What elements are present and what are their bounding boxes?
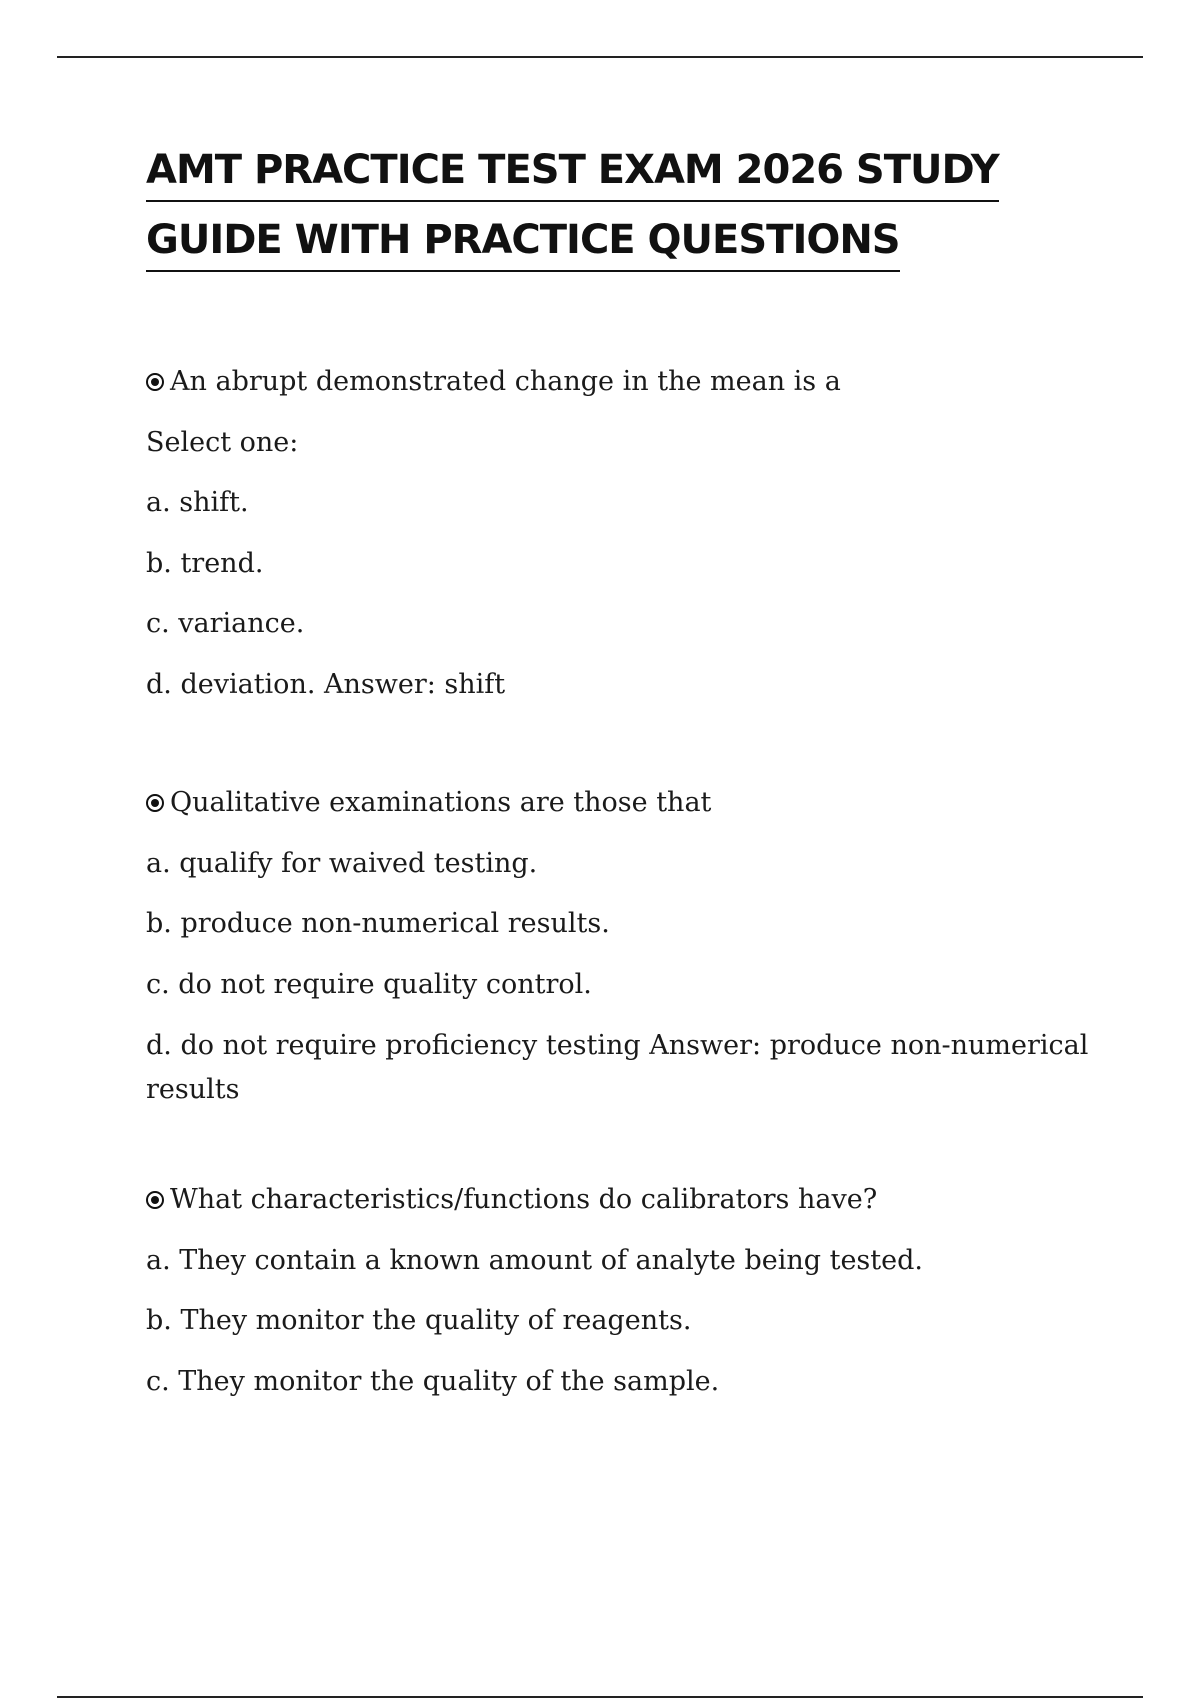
page-title (146, 140, 1146, 280)
answer-option: a. qualify for waived testing. (146, 847, 538, 879)
question-prompt (146, 352, 1106, 413)
answer-option: c. variance. (146, 608, 305, 639)
answer-option: b. trend. (146, 547, 264, 579)
answer-option: b. produce non-numerical results. (146, 908, 610, 939)
radio-bullet-icon (146, 794, 164, 812)
question-block (146, 1170, 1106, 1412)
title-line-2: GUIDE WITH PRACTICE QUESTIONS (146, 210, 900, 272)
radio-bullet-icon (146, 373, 164, 391)
question-list (146, 352, 1106, 1470)
bottom-rule (57, 1696, 1143, 1698)
question-instruction: Select one: (146, 426, 299, 458)
question-block (146, 773, 1106, 1112)
question-prompt (146, 773, 1106, 834)
radio-bullet-icon (146, 1191, 164, 1209)
answer-option: d. deviation. Answer: shift (146, 668, 506, 700)
answer-option: c. do not require quality control. (146, 968, 592, 1000)
answer-option: a. They contain a known amount of analyte being tested. (146, 1244, 923, 1276)
title-line-1: AMT PRACTICE TEST EXAM 2026 STUDY (146, 140, 999, 202)
question-prompt (146, 1170, 1106, 1231)
answer-option: d. do not require proficiency testing Answer: produce non-numerical results (146, 1030, 1089, 1105)
question-text: What characteristics/functions do calibrators have? (170, 1184, 878, 1215)
answer-option: b. They monitor the quality of reagents. (146, 1305, 692, 1336)
answer-option: a. shift. (146, 487, 249, 518)
question-block (146, 352, 1106, 715)
question-text: Qualitative examinations are those that (170, 787, 712, 818)
question-text: An abrupt demonstrated change in the mean is a (170, 366, 841, 397)
top-rule (57, 56, 1143, 58)
answer-option: c. They monitor the quality of the sample. (146, 1365, 720, 1397)
